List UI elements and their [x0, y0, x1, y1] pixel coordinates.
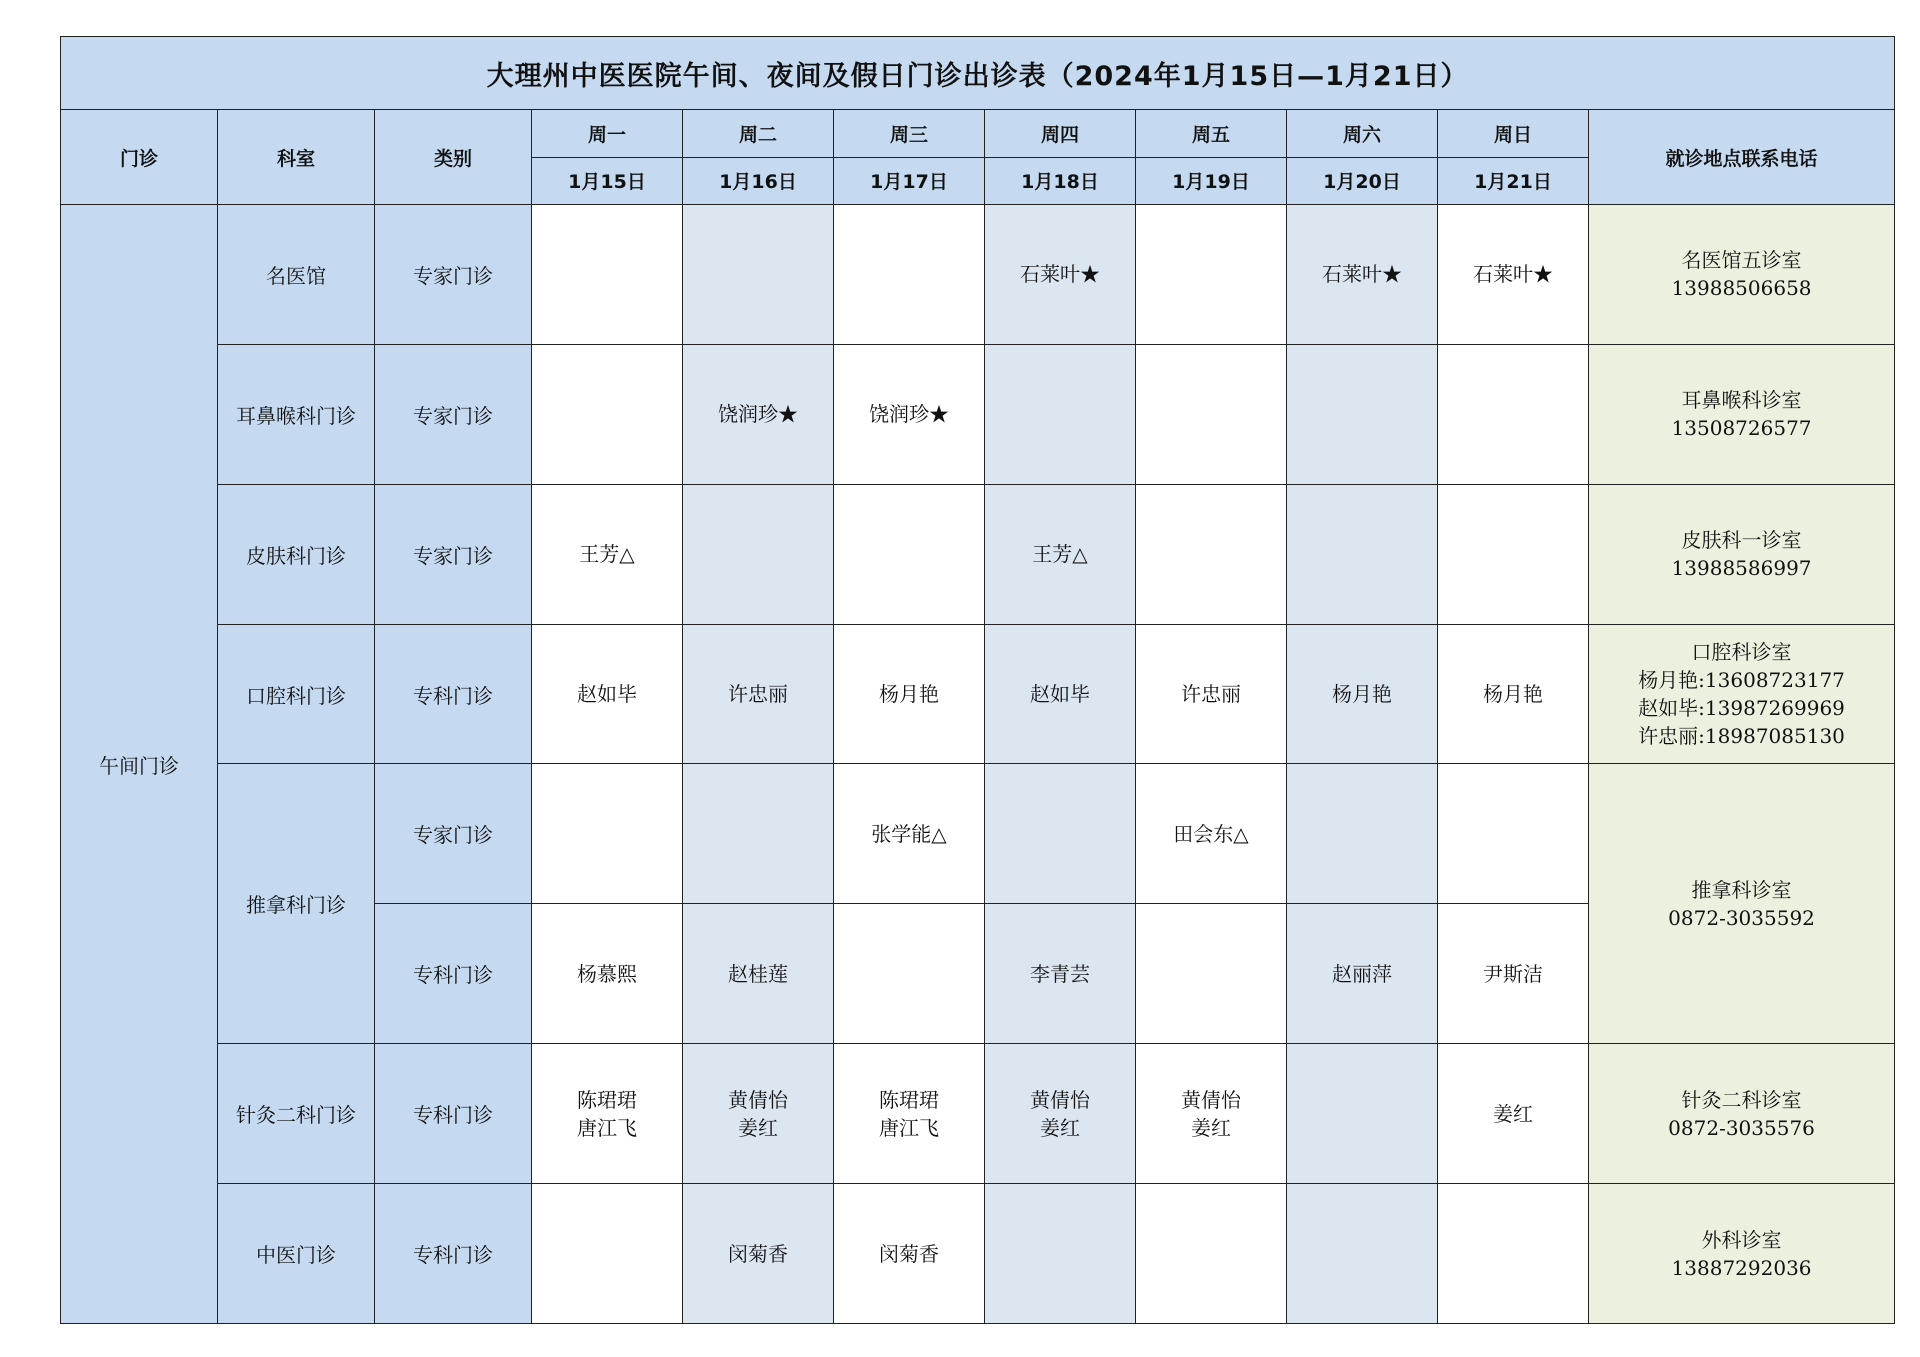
- doctor-cell: [532, 624, 683, 764]
- doctor-cell: [683, 484, 834, 624]
- schedule-body: [61, 205, 1895, 1324]
- contact-phone: 13988506658: [1671, 276, 1812, 301]
- location-room: 耳鼻喉科诊室: [1681, 388, 1802, 413]
- doctor-name: 许忠丽: [728, 682, 788, 707]
- doctor-cell: [985, 764, 1136, 904]
- header-day-wed: 周三: [834, 110, 985, 157]
- doctor-name: 黄倩怡: [1030, 1087, 1090, 1112]
- header-date-mon: 1月15日: [532, 157, 683, 204]
- header-day-thu: 周四: [985, 110, 1136, 157]
- doctor-name: 石莱叶★: [1473, 262, 1553, 287]
- table-row: [61, 1184, 1895, 1324]
- doctor-cell: [1136, 764, 1287, 904]
- doctor-cell: [532, 484, 683, 624]
- doctor-cell: [1438, 484, 1589, 624]
- doctor-cell: [1136, 344, 1287, 484]
- doctor-name: 李青芸: [1030, 961, 1090, 986]
- header-day-mon: 周一: [532, 110, 683, 157]
- doctor-name: 石莱叶★: [1322, 262, 1402, 287]
- doctor-name: 赵桂莲: [728, 961, 788, 986]
- doctor-cell: [683, 764, 834, 904]
- doctor-cell: [1438, 205, 1589, 345]
- doctor-cell: [1287, 904, 1438, 1044]
- schedule-table: [60, 36, 1895, 1324]
- department-cell: 耳鼻喉科门诊: [218, 344, 375, 484]
- doctor-name: 黄倩怡: [1181, 1087, 1241, 1112]
- header-day-tue: 周二: [683, 110, 834, 157]
- doctor-name: 姜红: [1040, 1115, 1080, 1140]
- doctor-name: 石莱叶★: [1020, 262, 1100, 287]
- doctor-cell: [1136, 1044, 1287, 1184]
- doctor-name: 黄倩怡: [728, 1087, 788, 1112]
- doctor-cell: [532, 344, 683, 484]
- doctor-cell: [1287, 484, 1438, 624]
- doctor-cell: [985, 344, 1136, 484]
- doctor-cell: [834, 624, 985, 764]
- doctor-name: 饶润珍★: [869, 402, 949, 427]
- doctor-cell: [1287, 764, 1438, 904]
- table-row: [61, 484, 1895, 624]
- doctor-cell: [532, 1044, 683, 1184]
- contact-phone: 赵如毕:13987269969: [1638, 696, 1845, 721]
- doctor-cell: [1136, 205, 1287, 345]
- location-room: 外科诊室: [1701, 1227, 1782, 1252]
- header-category: 类别: [375, 110, 532, 205]
- table-row: [61, 1044, 1895, 1184]
- doctor-name: 赵如毕: [577, 682, 637, 707]
- doctor-cell: [1136, 484, 1287, 624]
- doctor-cell: [683, 904, 834, 1044]
- doctor-name: 杨月艳: [879, 682, 939, 707]
- department-cell: 推拿科门诊: [218, 764, 375, 1044]
- contact-phone: 许忠丽:18987085130: [1638, 724, 1845, 749]
- doctor-cell: [985, 1044, 1136, 1184]
- header-date-sun: 1月21日: [1438, 157, 1589, 204]
- doctor-name: 赵如毕: [1030, 682, 1090, 707]
- doctor-cell: [683, 205, 834, 345]
- header-date-thu: 1月18日: [985, 157, 1136, 204]
- location-contact-cell: [1589, 484, 1895, 624]
- doctor-cell: [1287, 624, 1438, 764]
- category-cell: 专科门诊: [375, 904, 532, 1044]
- contact-phone: 0872-3035592: [1668, 905, 1815, 930]
- category-cell: 专家门诊: [375, 205, 532, 345]
- header-day-sun: 周日: [1438, 110, 1589, 157]
- table-row: [61, 624, 1895, 764]
- location-contact-cell: [1589, 624, 1895, 764]
- header-department: 科室: [218, 110, 375, 205]
- doctor-cell: [1136, 904, 1287, 1044]
- doctor-name: 杨月艳: [1332, 682, 1392, 707]
- contact-phone: 0872-3035576: [1668, 1115, 1815, 1140]
- doctor-name: 饶润珍★: [718, 402, 798, 427]
- doctor-name: 杨月艳: [1483, 682, 1543, 707]
- doctor-cell: [532, 764, 683, 904]
- category-cell: 专科门诊: [375, 1044, 532, 1184]
- doctor-cell: [683, 1184, 834, 1324]
- doctor-cell: [532, 904, 683, 1044]
- doctor-name: 张学能△: [871, 821, 947, 846]
- contact-phone: 13508726577: [1671, 416, 1812, 441]
- doctor-name: 王芳△: [1032, 542, 1088, 567]
- doctor-cell: [683, 344, 834, 484]
- location-room: 名医馆五诊室: [1681, 248, 1802, 273]
- doctor-cell: [1438, 1184, 1589, 1324]
- doctor-name: 陈珺珺: [577, 1087, 637, 1112]
- doctor-cell: [834, 205, 985, 345]
- doctor-name: 闵菊香: [728, 1241, 788, 1266]
- department-cell: 针灸二科门诊: [218, 1044, 375, 1184]
- doctor-cell: [532, 205, 683, 345]
- location-contact-cell: [1589, 1044, 1895, 1184]
- department-cell: 皮肤科门诊: [218, 484, 375, 624]
- doctor-cell: [834, 484, 985, 624]
- contact-phone: 杨月艳:13608723177: [1638, 668, 1845, 693]
- contact-phone: 13887292036: [1671, 1255, 1812, 1280]
- doctor-cell: [1287, 205, 1438, 345]
- doctor-cell: [1438, 624, 1589, 764]
- section-label: 午间门诊: [61, 205, 218, 1324]
- doctor-cell: [834, 1044, 985, 1184]
- doctor-cell: [1136, 1184, 1287, 1324]
- doctor-cell: [683, 624, 834, 764]
- doctor-cell: [532, 1184, 683, 1324]
- table-row: [61, 205, 1895, 345]
- doctor-cell: [834, 904, 985, 1044]
- location-contact-cell: [1589, 205, 1895, 345]
- category-cell: 专科门诊: [375, 624, 532, 764]
- location-contact-cell: [1589, 344, 1895, 484]
- doctor-name: 闵菊香: [879, 1241, 939, 1266]
- location-contact-cell: [1589, 764, 1895, 1044]
- header-date-sat: 1月20日: [1287, 157, 1438, 204]
- doctor-name: 尹斯洁: [1483, 961, 1543, 986]
- doctor-name: 姜红: [1191, 1115, 1231, 1140]
- location-room: 口腔科诊室: [1691, 640, 1792, 665]
- doctor-cell: [834, 344, 985, 484]
- doctor-cell: [1438, 904, 1589, 1044]
- header-section: 门诊: [61, 110, 218, 205]
- department-cell: 口腔科门诊: [218, 624, 375, 764]
- header-day-fri: 周五: [1136, 110, 1287, 157]
- doctor-cell: [1438, 1044, 1589, 1184]
- doctor-cell: [834, 1184, 985, 1324]
- doctor-cell: [1136, 624, 1287, 764]
- header-location: 就诊地点联系电话: [1589, 110, 1895, 205]
- header-date-tue: 1月16日: [683, 157, 834, 204]
- location-contact-cell: [1589, 1184, 1895, 1324]
- doctor-name: 唐江飞: [879, 1115, 939, 1140]
- doctor-name: 姜红: [738, 1115, 778, 1140]
- doctor-name: 陈珺珺: [879, 1087, 939, 1112]
- category-cell: 专家门诊: [375, 484, 532, 624]
- department-cell: 中医门诊: [218, 1184, 375, 1324]
- location-room: 推拿科诊室: [1691, 877, 1792, 902]
- doctor-cell: [985, 205, 1136, 345]
- header-date-fri: 1月19日: [1136, 157, 1287, 204]
- table-title: 大理州中医医院午间、夜间及假日门诊出诊表（2024年1月15日—1月21日）: [61, 37, 1895, 110]
- doctor-cell: [985, 624, 1136, 764]
- doctor-cell: [1287, 344, 1438, 484]
- doctor-cell: [1287, 1044, 1438, 1184]
- doctor-cell: [985, 1184, 1136, 1324]
- category-cell: 专家门诊: [375, 764, 532, 904]
- doctor-cell: [1438, 344, 1589, 484]
- doctor-name: 杨慕熙: [577, 961, 637, 986]
- doctor-cell: [1287, 1184, 1438, 1324]
- doctor-cell: [1438, 764, 1589, 904]
- doctor-cell: [985, 484, 1136, 624]
- header-date-wed: 1月17日: [834, 157, 985, 204]
- category-cell: 专家门诊: [375, 344, 532, 484]
- doctor-name: 唐江飞: [577, 1115, 637, 1140]
- doctor-cell: [985, 904, 1136, 1044]
- table-row: [61, 764, 1895, 904]
- location-room: 皮肤科一诊室: [1681, 528, 1802, 553]
- contact-phone: 13988586997: [1671, 556, 1812, 581]
- header-day-sat: 周六: [1287, 110, 1438, 157]
- doctor-cell: [834, 764, 985, 904]
- location-room: 针灸二科诊室: [1681, 1087, 1802, 1112]
- doctor-name: 许忠丽: [1181, 682, 1241, 707]
- doctor-cell: [683, 1044, 834, 1184]
- doctor-name: 姜红: [1493, 1101, 1533, 1126]
- table-row: [61, 344, 1895, 484]
- category-cell: 专科门诊: [375, 1184, 532, 1324]
- doctor-name: 赵丽萍: [1332, 961, 1392, 986]
- doctor-name: 田会东△: [1173, 821, 1249, 846]
- doctor-name: 王芳△: [579, 542, 635, 567]
- department-cell: 名医馆: [218, 205, 375, 345]
